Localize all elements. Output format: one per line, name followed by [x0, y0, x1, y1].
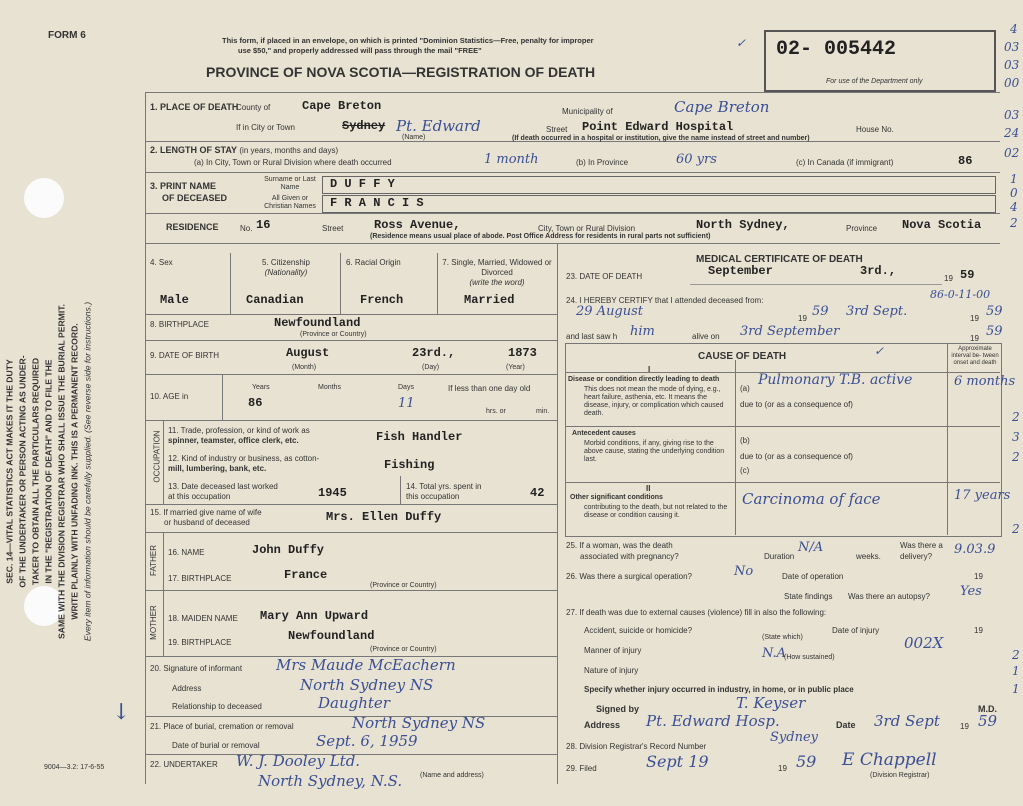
age-months-label: Months — [318, 384, 341, 391]
age-years-label: Years — [252, 384, 270, 391]
other-conditions-label: Other significant conditions — [570, 494, 663, 501]
nature-value: N.A — [762, 646, 787, 661]
record-number-value: Sydney — [770, 730, 818, 745]
father-name-value: John Duffy — [252, 543, 325, 557]
mail-notice-line2: use $50," and properly addressed will pass through the mail "FREE" — [238, 46, 482, 55]
father-side-label: FATHER — [148, 545, 158, 576]
operation-date-label: Date of operation — [782, 572, 844, 581]
surname-box — [322, 176, 996, 194]
birth-day-sublabel: (Day) — [422, 364, 440, 371]
undertaker-value: W. J. Dooley Ltd. — [236, 752, 361, 770]
margin-code: 1 — [1010, 172, 1018, 186]
margin-code: 24 — [1004, 126, 1020, 140]
cause-c-label: (c) — [740, 466, 750, 475]
margin-code: 1 — [1012, 682, 1020, 696]
father-birthplace-sublabel: (Province or Country) — [370, 582, 437, 589]
residence-note: (Residence means usual place of abode. Post Office Address for residents in rural parts not sufficient) — [370, 233, 711, 240]
mother-birthplace-sublabel: (Province or Country) — [370, 646, 437, 653]
age-years-value: 86 — [248, 396, 263, 410]
autopsy-value: Yes — [960, 584, 982, 599]
city-value: Pt. Edward — [396, 117, 481, 135]
margin-code: 1 — [1012, 664, 1020, 678]
death-day: 3rd., — [860, 264, 897, 278]
residence-street-label: Street — [322, 224, 344, 233]
stay-province-label: (b) In Province — [576, 158, 629, 167]
burial-place-value: North Sydney NS — [352, 714, 486, 732]
part-one-label: I — [648, 365, 651, 374]
duration-label: Duration — [764, 552, 795, 561]
arrow-mark: ↓ — [112, 700, 131, 725]
attendance-cert-label: 24. I HEREBY CERTIFY that I attended deceased from: — [566, 296, 764, 305]
birthplace-sublabel: (Province or Country) — [300, 331, 367, 338]
mother-side-label: MOTHER — [148, 605, 158, 640]
undertaker-sublabel: (Name and address) — [420, 772, 484, 779]
spouse-label: 15. If married give name of wife or husband of deceased — [150, 508, 262, 527]
other-conditions-value: Carcinoma of face — [742, 490, 881, 508]
margin-code: 4 — [1010, 200, 1018, 214]
alive-on-year-prefix: 19 — [970, 334, 979, 343]
death-month: September — [708, 264, 773, 278]
certifier-date-value: 3rd Sept — [874, 712, 940, 730]
accident-state-sublabel: (State which) — [762, 634, 803, 641]
age-less-than-day-label: If less than one day old — [448, 384, 531, 393]
certifier-date-label: Date — [836, 720, 856, 730]
certifier-year: 59 — [978, 712, 998, 730]
registration-number: 02- 005442 — [776, 38, 897, 61]
surname-label: Surname or Last Name — [264, 176, 316, 191]
margin-code: 2 — [1012, 522, 1020, 536]
attended-from-year-prefix: 19 — [798, 314, 807, 323]
margin-code: 2 — [1010, 216, 1018, 230]
surname-value: D U F F Y — [330, 177, 395, 191]
surgery-value: No — [734, 564, 754, 579]
birth-month-sublabel: (Month) — [292, 364, 317, 371]
injury-date-label: Date of injury — [832, 626, 880, 635]
antecedent-label: Antecedent causes — [572, 430, 636, 437]
filed-year-prefix: 19 — [778, 764, 787, 773]
statute-side-text: SEC. 14—VITAL STATISTICS ACT MAKES IT THE DUTY OF THE UNDERTAKER OR PERSON ACTING AS UNDER- TAKER TO OBTAIN ALL THE PARTICULARS REQUIRED IN THE "REGISTRATION OF DEATH" AND TO FILE THE SAME WITH THE DIVISION REGISTRAR WHO SHALL ISSUE THE BURIAL PERMIT. WRITE PLAINLY WITH UNFADING INK. THIS IS A PERMANENT RECORD. Every item of information should be carefully supplied. (See reverse side for instructions.) — [4, 301, 93, 642]
injury-year-prefix: 19 — [974, 626, 983, 635]
delivery-label: Was there a delivery? — [900, 541, 943, 561]
street-label: Street — [546, 125, 568, 134]
residence-province-value: Nova Scotia — [902, 218, 982, 232]
industry-value: Fishing — [384, 458, 435, 472]
spouse-value: Mrs. Ellen Duffy — [326, 510, 442, 524]
birthplace-value: Newfoundland — [274, 316, 361, 330]
informant-address-label: Address — [172, 684, 202, 693]
stay-city-value: 1 month — [484, 152, 539, 167]
length-of-stay-label: 2. LENGTH OF STAY (in years, months and days) — [150, 145, 339, 155]
delivery-code: 9.03.9 — [954, 542, 996, 557]
filed-date: Sept 19 — [646, 752, 709, 771]
age-days-value: 11 — [398, 396, 415, 411]
city-name-sublabel: (Name) — [402, 134, 426, 141]
age-min-label: min. — [536, 408, 550, 415]
last-saw-label: and last saw h — [566, 332, 618, 341]
signed-by-label: Signed by — [596, 704, 640, 714]
filed-year: 59 — [796, 752, 817, 771]
department-use-label: For use of the Department only — [826, 78, 923, 85]
attended-to-year: 59 — [986, 304, 1003, 319]
last-saw-value: him — [630, 324, 655, 339]
father-birthplace-label: 17. BIRTHPLACE — [168, 574, 232, 583]
operation-year-prefix: 19 — [974, 572, 983, 581]
place-of-death-label: 1. PLACE OF DEATH — [150, 102, 239, 112]
due-to-label-1: due to (or as a consequence of) — [740, 400, 853, 409]
residence-no-value: 16 — [256, 218, 271, 232]
informant-signature: Mrs Maude McEachern — [276, 656, 456, 674]
attended-to-date: 3rd Sept. — [846, 304, 908, 319]
mail-notice-line1: This form, if placed in an envelope, on which is printed "Dominion Statistics—Free, penalty for improper — [222, 36, 594, 45]
md-label: M.D. — [978, 704, 997, 714]
surgery-label: 26. Was there a surgical operation? — [566, 572, 692, 581]
cause-a-value: Pulmonary T.B. active — [758, 372, 913, 388]
stay-city-label: (a) In City, Town or Rural Division where death occurred — [194, 158, 392, 167]
check-mark: ✓ — [736, 36, 747, 50]
margin-code: 2 — [1012, 648, 1020, 662]
marital-status-value: Married — [464, 293, 515, 307]
stay-canada-value: 86 — [958, 154, 973, 168]
years-in-occupation-label: 14. Total yrs. spent in this occupation — [406, 482, 482, 501]
sex-label: 4. Sex — [150, 258, 173, 267]
street-value: Point Edward Hospital — [582, 120, 734, 134]
manner-code: 002X — [904, 634, 944, 652]
sex-value: Male — [160, 293, 189, 307]
form-number: FORM 6 — [48, 30, 86, 41]
age-days-label: Days — [398, 384, 414, 391]
stay-province-value: 60 yrs — [676, 152, 717, 167]
county-value: Cape Breton — [302, 99, 382, 113]
attended-from-date: 29 August — [576, 304, 644, 319]
division-registrar-sublabel: (Division Registrar) — [870, 772, 930, 779]
undertaker-label: 22. UNDERTAKER — [150, 760, 218, 769]
registration-number-box — [764, 30, 996, 92]
residence-no-label: No. — [240, 224, 253, 233]
margin-code: 4 — [1010, 22, 1018, 36]
birth-month: August — [286, 346, 330, 360]
certifier-address-value: Pt. Edward Hosp. — [646, 712, 780, 730]
mother-birthplace-value: Newfoundland — [288, 629, 375, 643]
burial-place-label: 21. Place of burial, cremation or removal — [150, 722, 294, 731]
undertaker-address: North Sydney, N.S. — [258, 772, 403, 790]
county-label: County of — [236, 103, 271, 112]
cause-of-death-title: CAUSE OF DEATH — [698, 351, 787, 362]
cause-check-mark: ✓ — [874, 344, 885, 358]
form-title: PROVINCE OF NOVA SCOTIA—REGISTRATION OF DEATH — [206, 64, 596, 80]
external-causes-label: 27. If death was due to external causes (violence) fill in also the following: — [566, 608, 827, 617]
antecedent-help: Morbid conditions, if any, giving rise to the above cause, stating the underlying condition last. — [584, 440, 725, 463]
marital-status-label: 7. Single, Married, Widowed or Divorced (write the word) — [442, 258, 552, 287]
trade-value: Fish Handler — [376, 430, 463, 444]
attended-to-year-prefix: 19 — [970, 314, 979, 323]
margin-code: 03 — [1004, 108, 1020, 122]
form-print-code: 9004—3.2: 17-6-55 — [44, 764, 105, 771]
residence-label: RESIDENCE — [166, 222, 219, 232]
margin-code: 03 — [1004, 40, 1020, 54]
autopsy-label: Was there an autopsy? — [848, 592, 930, 601]
age-hrs-label: hrs. or — [486, 408, 506, 415]
pregnancy-label: 25. If a woman, was the death associated with pregnancy? — [566, 541, 679, 561]
margin-code: 2 — [1012, 450, 1020, 464]
manner-label: Manner of injury — [584, 646, 642, 655]
relationship-value: Daughter — [318, 694, 390, 712]
municipality-label: Municipality of — [562, 107, 613, 116]
informant-address: North Sydney NS — [300, 676, 434, 694]
relationship-label: Relationship to deceased — [172, 702, 262, 711]
mother-birthplace-label: 19. BIRTHPLACE — [168, 638, 232, 647]
due-to-label-2: due to (or as a consequence of) — [740, 452, 853, 461]
citizenship-label: 5. Citizenship (Nationality) — [261, 258, 311, 277]
birthplace-label: 8. BIRTHPLACE — [150, 320, 209, 329]
stay-canada-label: (c) In Canada (if immigrant) — [796, 158, 894, 167]
trade-label: 11. Trade, profession, or kind of work as spinner, teamster, office clerk, etc. — [168, 426, 310, 445]
findings-label: State findings — [784, 592, 833, 601]
cause-a-label: (a) — [740, 384, 750, 393]
cause-a-interval: 6 months — [954, 374, 1016, 389]
racial-origin-label: 6. Racial Origin — [346, 258, 401, 267]
margin-code: 02 — [1004, 146, 1020, 160]
direct-cause-label: Disease or condition directly leading to death — [568, 376, 720, 383]
residence-city-label: City, Town or Rural Division — [538, 224, 636, 233]
informant-label: 20. Signature of informant — [150, 664, 243, 673]
birth-year: 1873 — [508, 346, 537, 360]
death-code: 86-0-11-00 — [930, 288, 991, 301]
nature-label: Nature of injury — [584, 666, 639, 675]
margin-code: 2 — [1012, 410, 1020, 424]
division-registrar-signature: E Chappell — [842, 750, 937, 770]
birth-year-sublabel: (Year) — [506, 364, 525, 371]
other-conditions-help: contributing to the death, but not related to the disease or condition causing it. — [584, 504, 728, 519]
part-two-label: II — [646, 484, 651, 493]
certifier-address-label: Address — [584, 720, 621, 730]
city-struck-value: Sydney — [342, 119, 386, 133]
racial-origin-value: French — [360, 293, 404, 307]
given-name-value: F R A N C I S — [330, 196, 424, 210]
last-worked-value: 1945 — [318, 486, 347, 500]
other-conditions-interval: 17 years — [954, 488, 1011, 503]
hospital-note: (If death occurred in a hospital or institution, give the name instead of street and number) — [512, 135, 810, 142]
residence-province-label: Province — [846, 224, 878, 233]
years-in-occupation-value: 42 — [530, 486, 545, 500]
pregnancy-value: N/A — [798, 540, 824, 555]
father-name-label: 16. NAME — [168, 548, 205, 557]
medical-certificate-title: MEDICAL CERTIFICATE OF DEATH — [696, 254, 863, 265]
municipality-value: Cape Breton — [674, 98, 770, 116]
margin-code: 3 — [1012, 430, 1020, 444]
interval-label: Approximate interval be- tween onset and death — [951, 346, 999, 366]
injury-place-label: Specify whether injury occurred in industry, in home, or in public place — [584, 685, 854, 694]
age-label: 10. AGE in — [150, 392, 189, 401]
city-label: If in City or Town — [236, 123, 295, 132]
margin-code: 03 — [1004, 58, 1020, 72]
alive-on-label: alive on — [692, 332, 720, 341]
date-of-birth-label: 9. DATE OF BIRTH — [150, 351, 220, 360]
industry-label: 12. Kind of industry or business, as cotton- mill, lumbering, bank, etc. — [168, 454, 320, 473]
death-year-prefix: 19 — [944, 274, 953, 283]
filed-label: 29. Filed — [566, 764, 597, 773]
margin-code: 0 — [1010, 186, 1018, 200]
residence-street-value: Ross Avenue, — [374, 218, 461, 232]
mother-maiden-name-value: Mary Ann Upward — [260, 609, 369, 623]
residence-city-value: North Sydney, — [696, 218, 790, 232]
father-birthplace-value: France — [284, 568, 328, 582]
record-number-label: 28. Division Registrar's Record Number — [566, 742, 707, 751]
accident-label: Accident, suicide or homicide? — [584, 626, 693, 635]
occupation-side-label: OCCUPATION — [152, 430, 162, 483]
given-name-label: All Given or Christian Names — [264, 195, 316, 210]
death-year: 59 — [960, 268, 975, 282]
burial-date-value: Sept. 6, 1959 — [316, 732, 418, 750]
attended-from-year: 59 — [812, 304, 829, 319]
mother-maiden-name-label: 18. MAIDEN NAME — [168, 614, 238, 623]
signed-by-value: T. Keyser — [736, 694, 806, 712]
alive-on-value: 3rd September — [740, 324, 840, 339]
alive-on-year: 59 — [986, 324, 1003, 339]
certifier-year-prefix: 19 — [960, 722, 969, 731]
direct-cause-help: This does not mean the mode of dying, e.g., heart failure, asthenia, etc. It means the disease, injury, or complication which caused death. — [584, 386, 724, 417]
name-of-deceased-label: 3. PRINT NAME OF DECEASED — [150, 181, 228, 203]
burial-date-label: Date of burial or removal — [172, 741, 260, 750]
birth-day: 23rd., — [412, 346, 456, 360]
date-of-death-label: 23. DATE OF DEATH — [566, 272, 643, 281]
margin-code: 00 — [1004, 76, 1020, 90]
how-sustained-sublabel: (How sustained) — [784, 654, 835, 661]
citizenship-value: Canadian — [246, 293, 304, 307]
weeks-label: weeks. — [856, 552, 881, 561]
cause-b-label: (b) — [740, 436, 750, 445]
house-no-label: House No. — [856, 125, 894, 134]
last-worked-label: 13. Date deceased last worked at this occupation — [168, 482, 278, 501]
